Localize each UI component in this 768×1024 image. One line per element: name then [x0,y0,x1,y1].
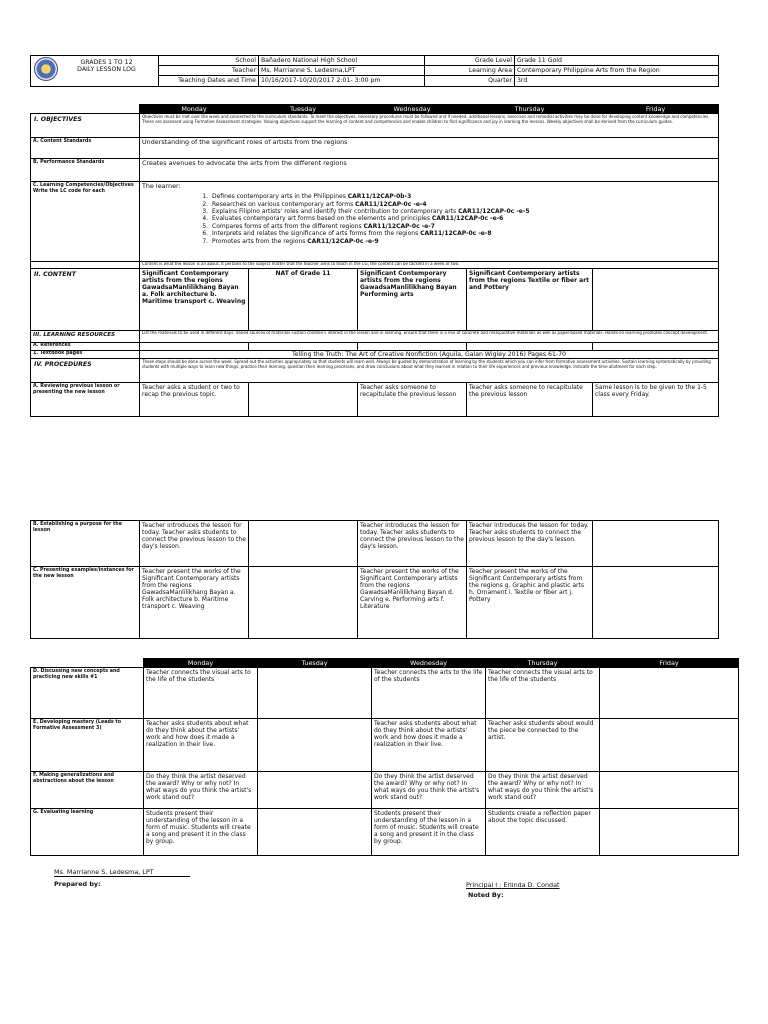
header-table [30,55,719,87]
day-header-thursday: Thursday [486,659,600,668]
lesson-log-table-2 [30,520,719,639]
lesson-log-table-3 [30,658,739,856]
content-thursday: Significant Contemporary artists from the regions Textile or fiber art and Pottery [467,269,593,331]
examples-label: C. Presenting examples/instances for the new lesson [31,567,140,639]
area-value: Contemporary Philippine Arts from the Region [515,66,719,76]
textbook-value: Telling the Truth: The Art of Creative Nonfiction (Aguila, Galan Wigley 2016) Pages 61-70 [140,351,719,359]
resources-note: List the materials to be used in different days. Varied sources of materials sustain children's interest in the lesson and in learning. Ensure that there is a mix of concrete and manipulative materials as well as paper-based materials. Hands-on learning promotes concept development. [140,331,719,343]
header-title [31,56,159,87]
content-wednesday: Significant Contemporary artists from the regions GawadsaManlilikhang Bayan Performing arts [358,269,467,331]
purpose-wednesday: Teacher introduces the lesson for today. Teacher asks students to connect the previous lesson to the day's lesson. [358,521,467,567]
review-friday: Same lesson is to be given to the 1-5 class every Friday. [593,383,719,417]
eval-thursday: Students create a reflection paper about the topic discussed. [486,809,600,856]
examples-tuesday [249,567,358,639]
general-monday: Do they think the artist deserved the award? Why or why not? In what ways do you think the artist's work stand out? [144,772,258,809]
content-tuesday: NAT of Grade 11 [249,269,358,331]
review-label: A. Reviewing previous lesson or presenting the new lesson [31,383,140,417]
eval-friday [600,809,739,856]
header-title-line2: DAILY LESSON LOG [77,66,136,74]
content-friday [593,269,719,331]
mastery-friday [600,719,739,772]
review-monday: Teacher asks a student or two to recap the previous topic. [140,383,249,417]
day-header-thursday: Thursday [467,105,593,114]
eval-tuesday [258,809,372,856]
references-cell [358,343,467,351]
quarter-value: 3rd [515,76,719,86]
eval-label: G. Evaluating learning [31,809,144,856]
lc-item: 4. Evaluates contemporary art forms based on the elements and principles CAR11/12CAP-0c -e-6 [210,215,716,222]
day-header-monday: Monday [144,659,258,668]
resources-label: III. LEARNING RESOURCES [31,331,140,343]
discuss-monday: Teacher connects the visual arts to the life of the students [144,668,258,719]
objectives-note: Objectives must be met over the week and connected to the curriculum standards. To meet the objectives, necessary procedures must be followed and if needed, additional lessons, exercises and remedial activities may be done for developing content knowledge and competencies. These are assessed using Formative Assessment strategies. Valuing objectives support the learning of content and competencies and enable children to find significance and joy in learning the lessons. Weekly objectives shall be derived from the curriculum guides. [140,114,719,138]
day-header-friday: Friday [600,659,739,668]
eval-wednesday: Students present their understanding of the lesson in a form of music. Students will create a song and present it in the class by group. [372,809,486,856]
day-header-tuesday: Tuesday [258,659,372,668]
lesson-log-table-1 [30,104,719,417]
noted-by-name: Principal I : Erlinda D. Condat [466,881,560,889]
lc-label: C. Learning Competencies/Objectives Write the LC code for each [31,182,140,262]
lc-item: 5. Compares forms of arts from the different regions CAR11/12CAP-0c -e-7 [210,223,716,230]
general-friday [600,772,739,809]
day-header-tuesday: Tuesday [249,105,358,114]
references-cell [593,343,719,351]
blank-corner [31,659,144,668]
general-thursday: Do they think the artist deserved the award? Why or why not? In what ways do you think the artist's work stand out? [486,772,600,809]
discuss-label: D. Discussing new concepts and practicing new skills #1 [31,668,144,719]
purpose-friday [593,521,719,567]
grade-label: Grade Level [425,56,515,66]
content-monday: Significant Contemporary artists from the regions GawadsaManlilikhang Bayan a. Folk architecture b. Maritime transport c. Weaving [140,269,249,331]
content-note: Content is what the lesson is all about. It pertains to the subject matter that the teacher aims to teach in the CG, the content can be tackled in a week or two. [140,262,719,269]
day-header-wednesday: Wednesday [358,105,467,114]
discuss-thursday: Teacher connects the visual arts to the life of the students [486,668,600,719]
general-wednesday: Do they think the artist deserved the award? Why or why not? In what ways do you think the artist's work stand out? [372,772,486,809]
textbook-label: 1. Textbook pages [31,351,140,359]
purpose-monday: Teacher introduces the lesson for today. Teacher asks students to connect the previous lesson to the day's lesson. [140,521,249,567]
content-note-spacer [31,262,140,269]
discuss-tuesday [258,668,372,719]
references-cell [467,343,593,351]
objectives-label: I. OBJECTIVES [31,114,140,138]
review-thursday: Teacher asks someone to recapitulate the previous lesson [467,383,593,417]
day-header-friday: Friday [593,105,719,114]
lc-item: 7. Promotes arts from the regions CAR11/12CAP-0c -e-9 [210,238,716,245]
grade-value: Grade 11 Gold [515,56,719,66]
area-label: Learning Area [425,66,515,76]
review-tuesday [249,383,358,417]
dates-label: Teaching Dates and Time [159,76,259,86]
lc-item: 1. Defines contemporary arts in the Philippines CAR11/12CAP-0b-3 [210,193,716,200]
lc-item: 6. Interprets and relates the significance of arts forms from the regions CAR11/12CAP-0c -e-8 [210,230,716,237]
perf-std-label: B. Performance Standards [31,159,140,182]
references-cell [140,343,249,351]
mastery-thursday: Teacher asks students about would the piece be connected to the artist. [486,719,600,772]
quarter-label: Quarter [425,76,515,86]
prepared-by-name: Ms. Marrianne S. Ledesma, LPT [54,869,190,877]
lc-item: 3. Explains Filipino artists' roles and identify their contribution to contemporary arts CAR11/12CAP-0c -e-5 [210,208,716,215]
mastery-wednesday: Teacher asks students about what do they think about the artists' work and how does it made a realization in their live. [372,719,486,772]
procedures-label: IV. PROCEDURES [31,359,140,383]
noted-by-label: Noted By: [468,891,504,899]
content-std-label: A. Content Standards [31,138,140,159]
content-std-value: Understanding of the significant roles of artists from the regions [140,138,719,159]
content-label: II. CONTENT [31,269,140,331]
examples-wednesday: Teacher present the works of the Significant Contemporary artists from the regions GawadsaManlilikhang Bayan d. Carving e. Performing arts f. Literature [358,567,467,639]
school-label: School [159,56,259,66]
lc-intro: The learner: [142,182,181,190]
examples-thursday: Teacher present the works of the Significant Contemporary artists from the regions g. Graphic and plastic arts h. Ornament i. Textile or fiber art j. Pottery [467,567,593,639]
dates-value: 10/16/2017-10/20/2017 2:01- 3:00 pm [259,76,425,86]
eval-monday: Students present their understanding of the lesson in a form of music. Students will create a song and present it in the class by group. [144,809,258,856]
prepared-by-label: Prepared by: [54,880,101,888]
purpose-tuesday [249,521,358,567]
mastery-tuesday [258,719,372,772]
day-header-monday: Monday [140,105,249,114]
general-label: F. Making generalizations and abstractions about the lesson [31,772,144,809]
day-header-wednesday: Wednesday [372,659,486,668]
header-title-line1: GRADES 1 TO 12 [80,59,133,66]
mastery-label: E. Developing mastery (Leads to Formative Assessment 3) [31,719,144,772]
purpose-thursday: Teacher introduces the lesson for today. Teacher asks students to connect the previous lesson to the day's lesson. [467,521,593,567]
purpose-label: B. Establishing a purpose for the lesson [31,521,140,567]
discuss-wednesday: Teacher connects the arts to the life of the students [372,668,486,719]
school-value: Bañadero National High School [259,56,425,66]
references-cell [249,343,358,351]
mastery-monday: Teacher asks students about what do they think about the artists' work and how does it made a realization in their live. [144,719,258,772]
teacher-value: Ms. Marrianne S. Ledesma,LPT [259,66,425,76]
examples-friday [593,567,719,639]
review-wednesday: Teacher asks someone to recapitulate the previous lesson [358,383,467,417]
teacher-label: Teacher [159,66,259,76]
references-label: A. References [31,343,140,351]
perf-std-value: Creates avenues to advocate the arts from the different regions [140,159,719,182]
examples-monday: Teacher present the works of the Significant Contemporary artists from the regions GawadsaManlilikhang Bayan a. Folk architecture b. Maritime transport c. Weaving [140,567,249,639]
general-tuesday [258,772,372,809]
lc-list [142,193,716,245]
blank-corner [31,105,140,114]
lc-item: 2. Researches on various contemporary art forms CAR11/12CAP-0c -e-4 [210,201,716,208]
lc-cell [140,182,719,262]
procedures-note: These steps should be done across the week. Spread out the activities appropriately so that students will learn well. Always be guided by demonstration of learning by the students which you can infer from formative assessment activities. Sustain learning systematically by providing students with multiple ways to learn new things, practice their learning, question their learning processes, and draw conclusions about what they learned in relation to their life experiences and previous knowledge. Indicate the time allotment for each step. [140,359,719,383]
discuss-friday [600,668,739,719]
